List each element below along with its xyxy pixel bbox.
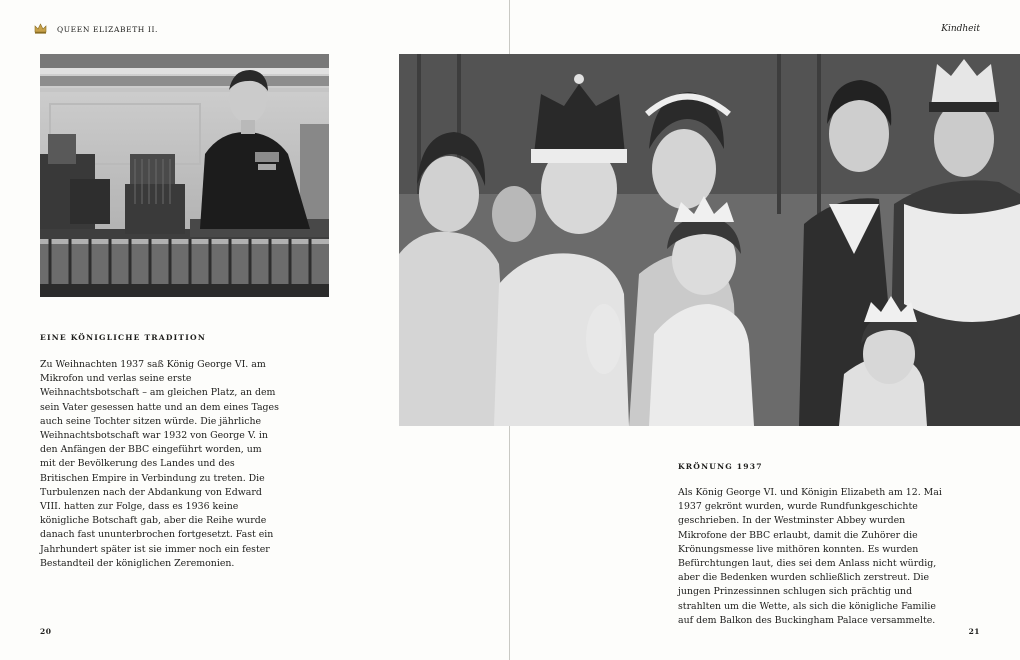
section-heading-tradition: EINE KÖNIGLICHE TRADITION — [40, 333, 206, 342]
body-text-tradition: Zu Weihnachten 1937 saß König George VI. am Mikrofon und verlas seine erste Weihnachtsbotschaft – am gleichen Platz, an dem sein Vater gesessen hatte und an dem eines Tages auch seine Tochter sitzen würde. Die jährliche Weihnachtsbotschaft war 1932 von George V. in den Anfängen der BBC eingeführt worden, um mit der Bevölkerung des Landes und des Britischen Empire in Verbindung zu treten. Die Turbulenzen nach der Abdankung von Edward VIII. hatten zur Folge, dass es 1936 keine königliche Botschaft gab, aber die Reihe wurde danach fast ununterbrochen fortgesetzt. Fast ein Jahrhundert später ist sie immer noch ein fester Bestandteil der königlichen Zeremonien. — [40, 359, 279, 569]
section-heading-coronation: KRÖNUNG 1937 — [678, 462, 763, 471]
crown-icon — [34, 23, 47, 34]
coronation-balcony-photo — [399, 54, 1020, 426]
page-number-right: 21 — [968, 627, 980, 636]
running-head-title: QUEEN ELIZABETH II. — [57, 25, 159, 34]
page-number-left: 20 — [40, 627, 52, 636]
body-text-coronation: Als König George VI. und Königin Elizabeth am 12. Mai 1937 gekrönt wurden, wurde Rundfunkgeschichte geschrieben. In der Westminster Abbey wurden Mikrofone der BBC erlaubt, damit die Zuhörer die Krönungsmesse live mithören konnten. Es wurden Befürchtungen laut, dies sei dem Anlass nicht würdig, aber die Bedenken wurden schließlich zerstreut. Die jungen Prinzessinnen schlugen sich prächtig und strahlten um die Wette, als sich die königliche Familie auf dem Balkon des Buckingham Palace versammelte. — [678, 487, 942, 626]
running-head-chapter: Kindheit — [941, 24, 980, 34]
radio-broadcast-photo — [40, 54, 329, 297]
